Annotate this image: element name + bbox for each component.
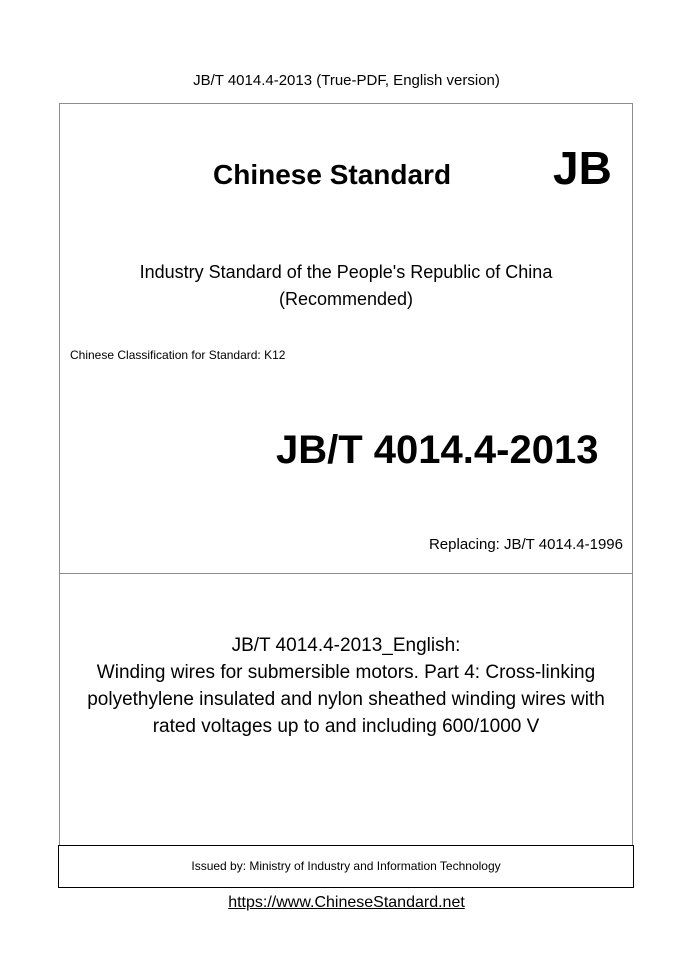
- cover-heading: Chinese Standard: [213, 159, 452, 190]
- subtitle-line-1: Industry Standard of the People's Republic of China: [139, 262, 553, 282]
- website-link[interactable]: https://www.ChineseStandard.net: [228, 894, 465, 911]
- classification-text: Chinese Classification for Standard: K12: [70, 348, 286, 362]
- replacing-text: Replacing: JB/T 4014.4-1996: [428, 536, 623, 553]
- title-line-3: polyethylene insulated and nylon sheathed winding wires with: [87, 689, 605, 710]
- subtitle-line-2: (Recommended): [278, 289, 414, 309]
- title-line-4: rated voltages up to and including 600/1000 V: [152, 716, 540, 737]
- document-title: [60, 632, 632, 740]
- title-line-1: JB/T 4014.4-2013_English:: [231, 635, 461, 656]
- jb-mark: JB: [553, 142, 612, 194]
- document-header: JB/T 4014.4-2013 (True-PDF, English version): [193, 72, 500, 89]
- footer: [0, 893, 693, 913]
- title-line-2: Winding wires for submersible motors. Part 4: Cross-linking: [96, 662, 596, 683]
- issuer-text: Issued by: Ministry of Industry and Information Technology: [191, 859, 501, 873]
- standard-number: JB/T 4014.4-2013: [276, 428, 599, 472]
